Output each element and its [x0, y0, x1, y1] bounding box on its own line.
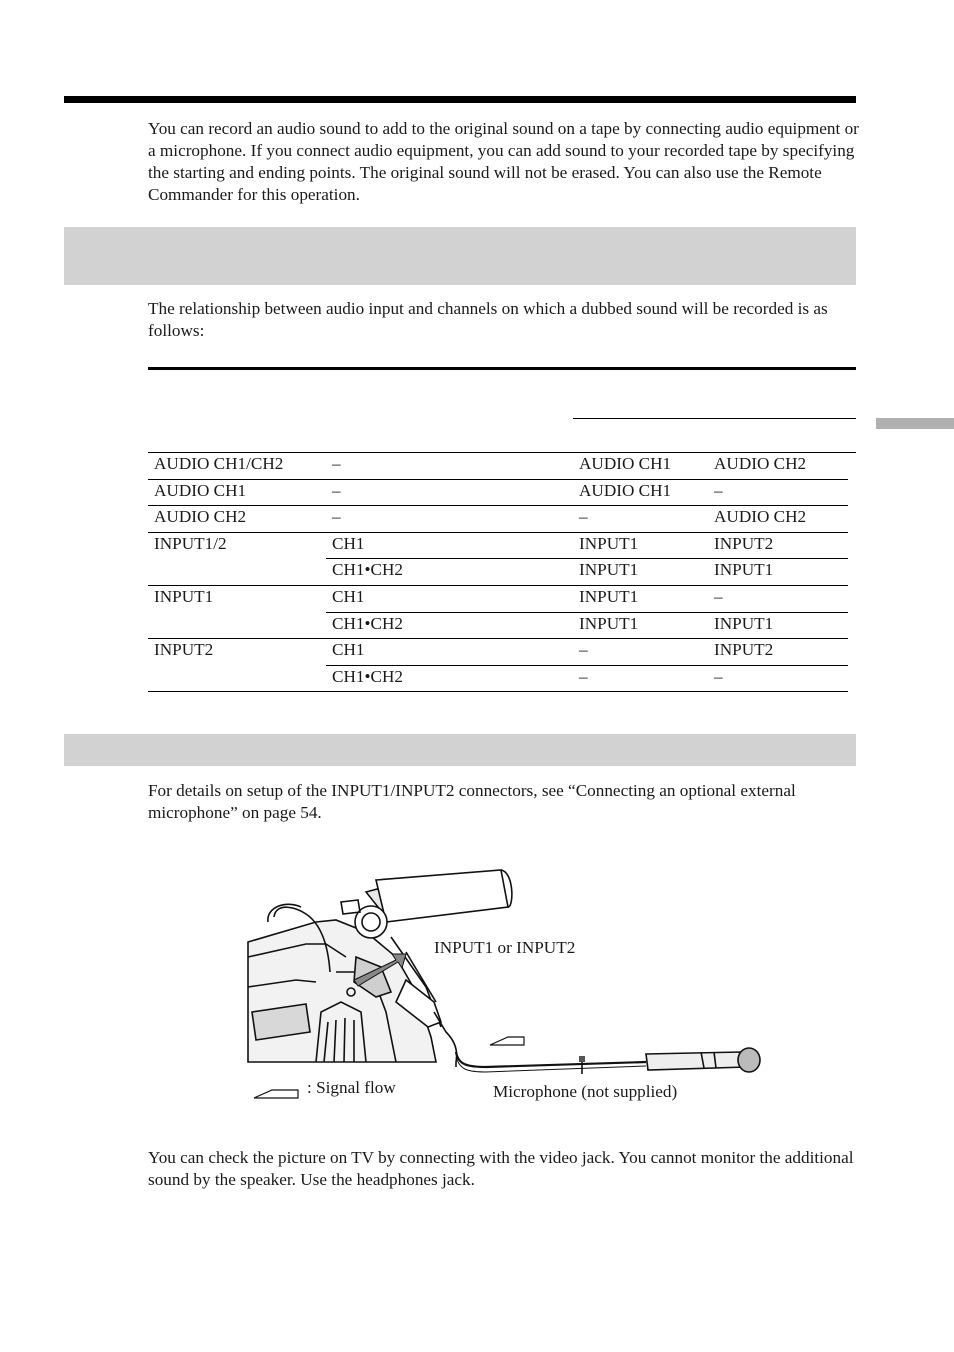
signal-flow-legend-icon [254, 1090, 298, 1098]
signal-flow-label: : Signal flow [307, 1078, 396, 1097]
table-cell: INPUT1 [708, 612, 848, 639]
table-cell: – [573, 506, 708, 533]
table-cell: INPUT2 [148, 639, 326, 692]
section1-paragraph: The relationship between audio input and channels on which a dubbed sound will be recorded is as follows: [148, 299, 828, 340]
table-cell: CH1•CH2 [326, 665, 573, 692]
table-cell: AUDIO CH1 [148, 479, 326, 506]
table-cell: AUDIO CH2 [148, 506, 326, 533]
table-cell: INPUT1/2 [148, 532, 326, 585]
table-cell: – [326, 506, 573, 533]
connection-illustration [246, 862, 766, 1112]
section-heading-band-2 [64, 734, 856, 766]
table-row [148, 479, 848, 506]
cable-marker [579, 1056, 585, 1062]
table-cell: – [708, 665, 848, 692]
table-cell: INPUT1 [573, 532, 708, 559]
table-cell: AUDIO CH1 [573, 453, 708, 479]
table-cell: CH1•CH2 [326, 559, 573, 586]
table-row [148, 506, 848, 533]
table-cell: INPUT2 [708, 639, 848, 666]
footer-paragraph: You can check the picture on TV by connecting with the video jack. You cannot monitor the additional sound by the speaker. Use the headphones jack. [148, 1148, 854, 1189]
table-cell: AUDIO CH2 [708, 453, 848, 479]
table-cell: – [326, 453, 573, 479]
table-cell: CH1 [326, 532, 573, 559]
table-cell: – [573, 665, 708, 692]
table-cell: AUDIO CH2 [708, 506, 848, 533]
table-cell: CH1 [326, 639, 573, 666]
table-cell: INPUT1 [573, 559, 708, 586]
section-heading-band-1 [64, 227, 856, 285]
table-cell: INPUT2 [708, 532, 848, 559]
table-cell: – [708, 585, 848, 612]
table-cell: INPUT1 [708, 559, 848, 586]
table-top-rule [148, 367, 856, 370]
table-row [148, 639, 848, 666]
table-cell: – [708, 479, 848, 506]
table-row [148, 532, 848, 559]
table-cell: AUDIO CH1 [573, 479, 708, 506]
table-row [148, 453, 848, 479]
table-cell: – [573, 639, 708, 666]
table-cell: AUDIO CH1/CH2 [148, 453, 326, 479]
intro-paragraph: You can record an audio sound to add to the original sound on a tape by connecting audio equipment or a microphone. If you connect audio equipment, you can add sound to your recorded tape by specifying the starting and ending points. The original sound will not be erased. You can also use the Remote Commander for this operation. [148, 119, 859, 204]
table-cell: INPUT1 [573, 612, 708, 639]
microphone-label: Microphone (not supplied) [493, 1082, 678, 1101]
table-cell: CH1•CH2 [326, 612, 573, 639]
table-subheader-rule [573, 418, 856, 419]
audio-channel-table [148, 453, 848, 692]
table-cell: INPUT1 [573, 585, 708, 612]
side-tab [876, 418, 954, 429]
camcorder-microphone-illustration [246, 862, 766, 1112]
table-cell: CH1 [326, 585, 573, 612]
table-row [148, 585, 848, 612]
top-rule [64, 96, 856, 103]
table-cell: – [326, 479, 573, 506]
section2-paragraph: For details on setup of the INPUT1/INPUT2 connectors, see “Connecting an optional external microphone” on page 54. [148, 781, 796, 822]
signal-arrow-icon [490, 1037, 524, 1045]
input-connector-label: INPUT1 or INPUT2 [434, 938, 576, 957]
table-cell: INPUT1 [148, 585, 326, 638]
